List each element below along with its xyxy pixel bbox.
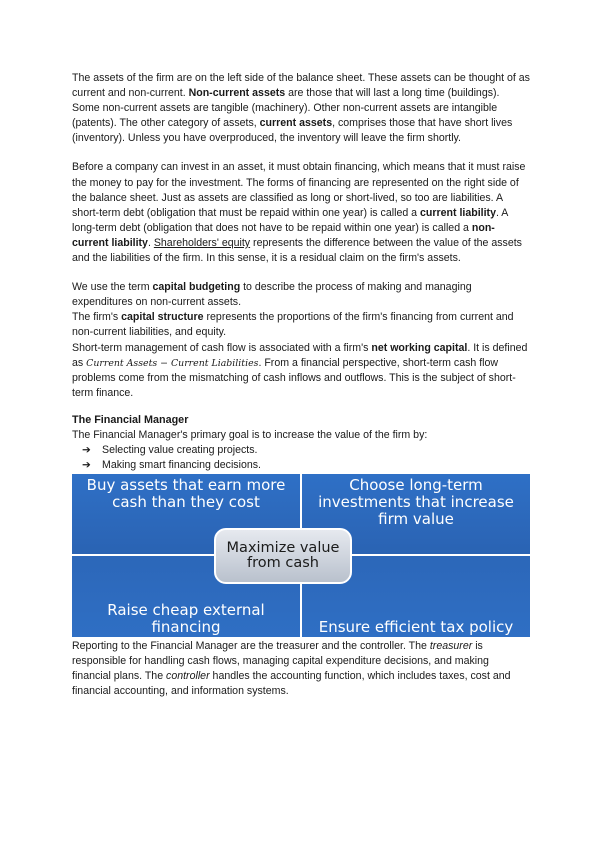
- text-run: is responsible for handling cash flows, managing capital expenditure decisions, and making financial plans. The: [72, 640, 489, 683]
- section-intro: The Financial Manager's primary goal is to increase the value of the firm by:: [72, 428, 428, 441]
- quadrant-label: Choose long-term investments that increase firm value: [318, 476, 514, 529]
- text-run: represents the difference between the value of the assets and the liabilities of the firm. In this sense, it is a residual claim on the firm's assets.: [72, 236, 522, 265]
- text-run: handles the accounting function, which includes taxes, cost and financial accounting, and information systems.: [72, 670, 511, 698]
- paragraph-capital-structure: [72, 310, 530, 340]
- text-run: . From a financial perspective, short-term cash flow problems come from the mismatching of cash inflows and outflows. This is the subject of short-term finance.: [72, 356, 516, 399]
- term-current-liability: current liability: [420, 206, 496, 219]
- center-goal-box: [214, 528, 352, 584]
- text-run: are those that will last a long time (buildings). Some non-current assets are tangible (machinery). Other non-current assets are intangible (patents). The other category of assets,: [72, 87, 500, 130]
- quadrant-label: Raise cheap external financing: [107, 601, 265, 637]
- text-run: The firm's: [72, 311, 122, 324]
- formula: Current Assets − Current Liabilities: [86, 357, 259, 369]
- text-run: . A long-term debt (obligation that does not have to be repaid within one year) is called a: [72, 206, 508, 234]
- term-shareholders-equity: Shareholders' equity: [153, 236, 251, 249]
- text-run: .: [147, 236, 154, 249]
- text-run: . It is defined as: [72, 341, 528, 369]
- arrow-right-icon: ➔: [82, 443, 91, 456]
- section-heading: The Financial Manager: [72, 413, 189, 426]
- term-non-current-assets: Non-current assets: [188, 87, 286, 100]
- paragraph-net-working-capital: [72, 341, 530, 401]
- term-treasurer: treasurer: [429, 640, 473, 653]
- list-item: [82, 443, 530, 458]
- goal-list: [72, 443, 530, 472]
- text-run: Before a company can invest in an asset, it must obtain financing, which means that it must raise the money to pay for the investment. The forms of financing are represented on the right side of the balance sheet. Just as assets are classified as long or short-lived, so too are liabilities. A short-term debt (obligation that must be repaid within one year) is called a: [72, 161, 526, 219]
- paragraph-capital-budgeting: [72, 280, 530, 310]
- term-non-current-liability: non-current liability: [72, 221, 495, 249]
- text-run: We use the term: [72, 281, 153, 294]
- quadrant-label: Ensure efficient tax policy: [318, 618, 514, 637]
- text-run: to describe the process of making and managing expenditures on non-current assets.: [72, 281, 472, 309]
- list-item: [82, 458, 530, 473]
- paragraph-assets: [72, 71, 530, 146]
- list-item-text: Making smart financing decisions.: [102, 458, 261, 471]
- financial-manager-diagram: [72, 474, 530, 637]
- center-label: Maximize value from cash: [226, 539, 340, 572]
- text-run: Short-term management of cash flow is associated with a firm's: [72, 341, 372, 354]
- text-run: Reporting to the Financial Manager are the treasurer and the controller. The: [72, 640, 430, 653]
- list-item-text: Selecting value creating projects.: [102, 443, 258, 456]
- text-run: The assets of the firm are on the left side of the balance sheet. These assets can be thought of as current and non-current.: [72, 72, 530, 100]
- term-net-working-capital: net working capital: [371, 341, 468, 354]
- text-run: , comprises those that have short lives (inventory). Unless you have overproduced, the inventory will leave the firm shortly.: [72, 117, 513, 145]
- document-body: [72, 71, 530, 700]
- term-capital-budgeting: capital budgeting: [152, 281, 241, 294]
- term-current-assets: current assets: [259, 117, 333, 130]
- term-controller: controller: [166, 670, 210, 683]
- quadrant-label: Buy assets that earn more cash than they cost: [86, 476, 286, 512]
- paragraph-financing: [72, 160, 530, 266]
- paragraph-reporting: [72, 639, 530, 699]
- term-capital-structure: capital structure: [121, 311, 204, 324]
- arrow-right-icon: ➔: [82, 458, 91, 471]
- text-run: represents the proportions of the firm's financing from current and non-current liabilities, and equity.: [72, 311, 514, 339]
